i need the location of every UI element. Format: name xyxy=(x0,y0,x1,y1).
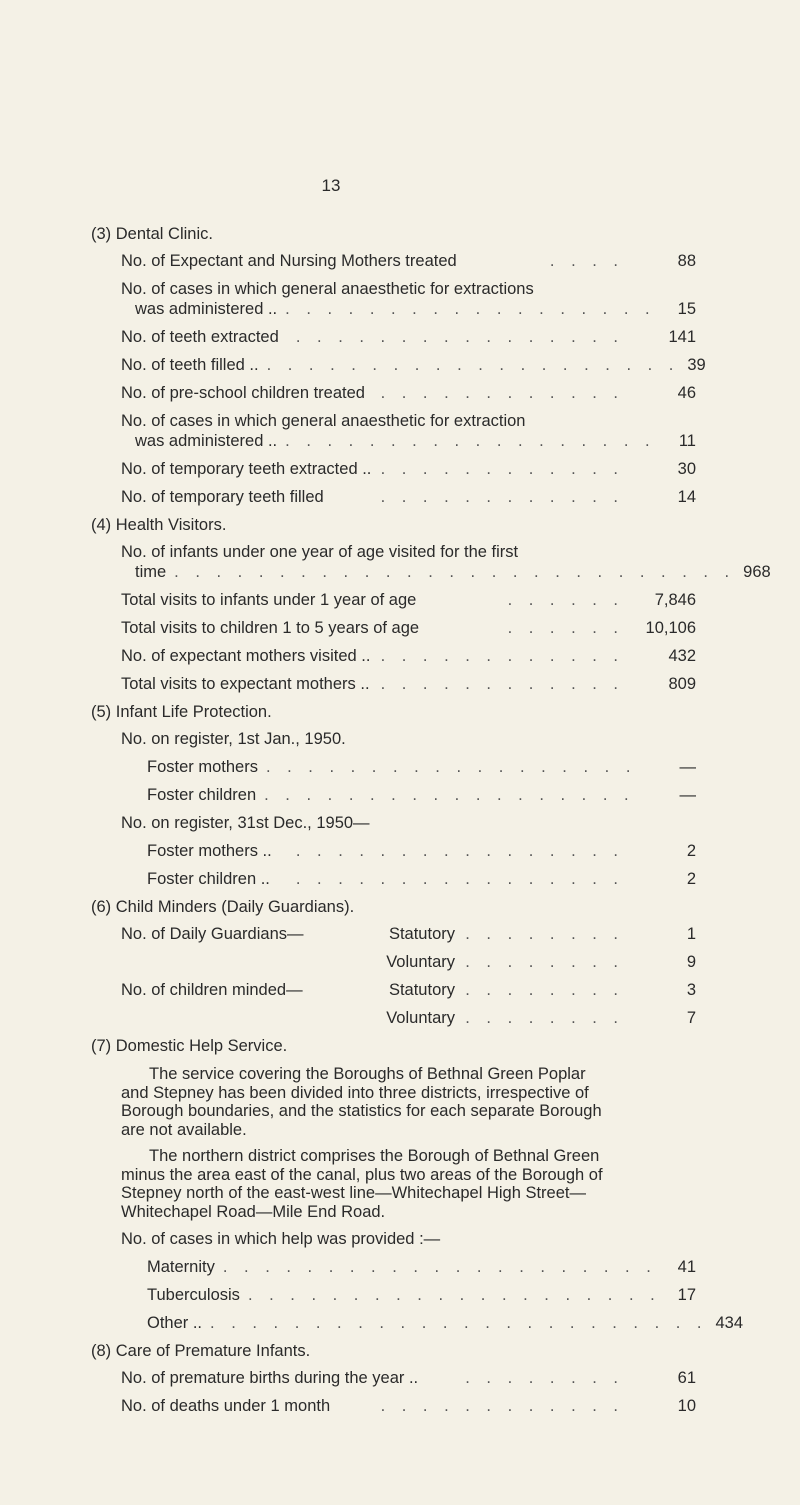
row-label: Total visits to expectant mothers .. xyxy=(121,675,370,693)
report-content xyxy=(91,224,771,1424)
row-label: Tuberculosis xyxy=(147,1286,240,1304)
section-title-infant-life-protection: (5) Infant Life Protection. xyxy=(91,703,272,721)
row-label: Voluntary xyxy=(386,953,455,971)
table-row: No. of cases in which general anaesthetic for extraction was administered .. . . . . . . . . . . . . . . . . . . 11 xyxy=(121,412,696,450)
row-label: No. of teeth filled .. xyxy=(121,356,259,374)
row-value: 61 xyxy=(677,1369,696,1387)
table-row: Total visits to infants under 1 year of age . . . . . . 7,846 xyxy=(121,591,696,609)
section-title-health-visitors: (4) Health Visitors. xyxy=(91,516,227,534)
row-label: No. of temporary teeth filled xyxy=(121,488,324,506)
table-row: Maternity . . . . . . . . . . . . . . . . . . . . . 41 xyxy=(147,1258,696,1276)
row-label: Foster children xyxy=(147,786,257,804)
row-label: No. of infants under one year of age visited for the first xyxy=(121,543,519,561)
row-value: 2 xyxy=(686,842,696,860)
row-label: No. of cases in which general anaesthetic for extraction xyxy=(121,412,526,430)
row-label: No. of pre-school children treated xyxy=(121,384,365,402)
row-value: 30 xyxy=(677,460,696,478)
row-value: 3 xyxy=(686,981,696,999)
table-row: No. of premature births during the year .. . . . . . . . . 61 xyxy=(121,1369,696,1387)
table-row: No. of temporary teeth extracted .. . . . . . . . . . . . . 30 xyxy=(121,460,696,478)
table-row: Total visits to children 1 to 5 years of age . . . . . . 10,106 xyxy=(121,619,696,637)
table-row: Total visits to expectant mothers .. . . . . . . . . . . . . 809 xyxy=(121,675,696,693)
table-row: No. of deaths under 1 month . . . . . . . . . . . . 10 xyxy=(121,1397,696,1415)
table-row: No. of teeth filled .. . . . . . . . . . . . . . . . . . . . . 39 xyxy=(121,356,706,374)
paragraph: The northern district comprises the Borough of Bethnal Green minus the area east of the canal, plus two areas of the Borough of Stepney north of the east-west line—Whitechapel High Street—Whitechapel Road—Mile End Road. xyxy=(121,1147,603,1221)
row-label: Total visits to children 1 to 5 years of age xyxy=(121,619,420,637)
row-label: No. of expectant mothers visited .. xyxy=(121,647,371,665)
paragraph: The service covering the Boroughs of Bethnal Green Poplar and Stepney has been divided into three districts, irrespective of Borough boundaries, and the statistics for each separate Borough are not available. xyxy=(121,1065,602,1139)
row-value: 434 xyxy=(715,1314,744,1332)
subheading xyxy=(91,729,696,757)
row-label: Statutory xyxy=(388,925,455,943)
table-row: No. of children minded— Statutory . . . . . . . . 3 xyxy=(91,980,696,1008)
section-title-domestic-help: (7) Domestic Help Service. xyxy=(91,1037,288,1055)
row-label: Maternity xyxy=(147,1258,215,1276)
table-row: No. of Daily Guardians— Statutory . . . . . . . . 1 xyxy=(91,924,696,952)
row-value: 809 xyxy=(668,675,696,693)
row-value: 1 xyxy=(686,925,696,943)
table-row: No. of temporary teeth filled . . . . . . . . . . . . 14 xyxy=(121,488,696,506)
page-number: 13 xyxy=(321,176,341,195)
row-value: 11 xyxy=(678,432,696,450)
row-label-continued: was administered .. xyxy=(135,300,278,318)
table-row: No. of infants under one year of age visited for the first time . . . . . . . . . . . . . . . . . . . . . . . . . . . 968 xyxy=(121,543,771,581)
table-row: Foster children .. . . . . . . . . . . . . . . . . 2 xyxy=(147,870,696,888)
table-row: Foster mothers .. . . . . . . . . . . . . . . . . 2 xyxy=(147,842,696,860)
row-value: 432 xyxy=(668,647,696,665)
table-row: No. of teeth extracted . . . . . . . . . . . . . . . . 141 xyxy=(121,328,696,346)
row-label: Total visits to infants under 1 year of age xyxy=(121,591,417,609)
row-value: 15 xyxy=(677,300,696,318)
table-row: Voluntary . . . . . . . . 7 xyxy=(91,1008,696,1036)
subheading-label: No. on register, 31st Dec., 1950— xyxy=(121,814,370,832)
table-row: Tuberculosis . . . . . . . . . . . . . . . . . . . . 17 xyxy=(147,1286,696,1304)
row-label: No. of deaths under 1 month xyxy=(121,1397,331,1415)
row-label: No. of teeth extracted xyxy=(121,328,279,346)
row-label: No. of Expectant and Nursing Mothers treated xyxy=(121,252,457,270)
row-lead: No. of Daily Guardians— xyxy=(121,925,304,943)
table-row: Other .. . . . . . . . . . . . . . . . . . . . . . . . . 434 xyxy=(147,1314,744,1332)
row-label: No. of cases in which general anaesthetic for extractions xyxy=(121,280,534,298)
row-value: 88 xyxy=(677,252,696,270)
table-row: No. of pre-school children treated . . . . . . . . . . . . 46 xyxy=(121,384,696,402)
row-value: 46 xyxy=(677,384,696,402)
table-row: Foster mothers . . . . . . . . . . . . . . . . . . — xyxy=(147,758,696,776)
row-label-continued: time xyxy=(135,563,167,581)
row-value: 7,846 xyxy=(654,591,696,609)
row-label: Foster children .. xyxy=(147,870,270,888)
row-value: 2 xyxy=(686,870,696,888)
table-row: No. of expectant mothers visited .. . . . . . . . . . . . . 432 xyxy=(121,647,696,665)
row-value: — xyxy=(679,786,696,804)
table-row: No. of Expectant and Nursing Mothers treated . . . . 88 xyxy=(121,252,696,270)
row-value: 968 xyxy=(743,563,771,581)
row-label-continued: was administered .. xyxy=(135,432,278,450)
subheading-label: No. on register, 1st Jan., 1950. xyxy=(121,730,346,748)
row-label: Foster mothers xyxy=(147,758,258,776)
row-value: 14 xyxy=(677,488,696,506)
row-label: No. of temporary teeth extracted .. xyxy=(121,460,372,478)
row-value: 39 xyxy=(687,356,706,374)
row-label: Foster mothers .. xyxy=(147,842,272,860)
row-value: 10,106 xyxy=(645,619,696,637)
row-value: 141 xyxy=(668,328,696,346)
row-label: Voluntary xyxy=(386,1009,455,1027)
row-value: — xyxy=(679,758,696,776)
row-label: No. of premature births during the year .. xyxy=(121,1369,419,1387)
subheading xyxy=(91,813,696,841)
row-value: 10 xyxy=(677,1397,696,1415)
row-label: Statutory xyxy=(388,981,455,999)
section-title-dental-clinic: (3) Dental Clinic. xyxy=(91,225,213,243)
table-row: Foster children . . . . . . . . . . . . . . . . . . — xyxy=(147,786,696,804)
table-row: Voluntary . . . . . . . . 9 xyxy=(91,952,696,980)
row-lead: No. of children minded— xyxy=(121,981,303,999)
row-value: 17 xyxy=(677,1286,696,1304)
row-value: 9 xyxy=(686,953,696,971)
table-row: No. of cases in which general anaesthetic for extractions was administered .. . . . . . . . . . . . . . . . . . . 15 xyxy=(121,280,696,318)
section-title-premature-infants: (8) Care of Premature Infants. xyxy=(91,1342,311,1360)
cases-intro: No. of cases in which help was provided :— xyxy=(121,1230,441,1248)
row-label: Other .. xyxy=(147,1314,203,1332)
row-value: 41 xyxy=(677,1258,696,1276)
row-value: 7 xyxy=(686,1009,696,1027)
section-title-child-minders: (6) Child Minders (Daily Guardians). xyxy=(91,898,355,916)
